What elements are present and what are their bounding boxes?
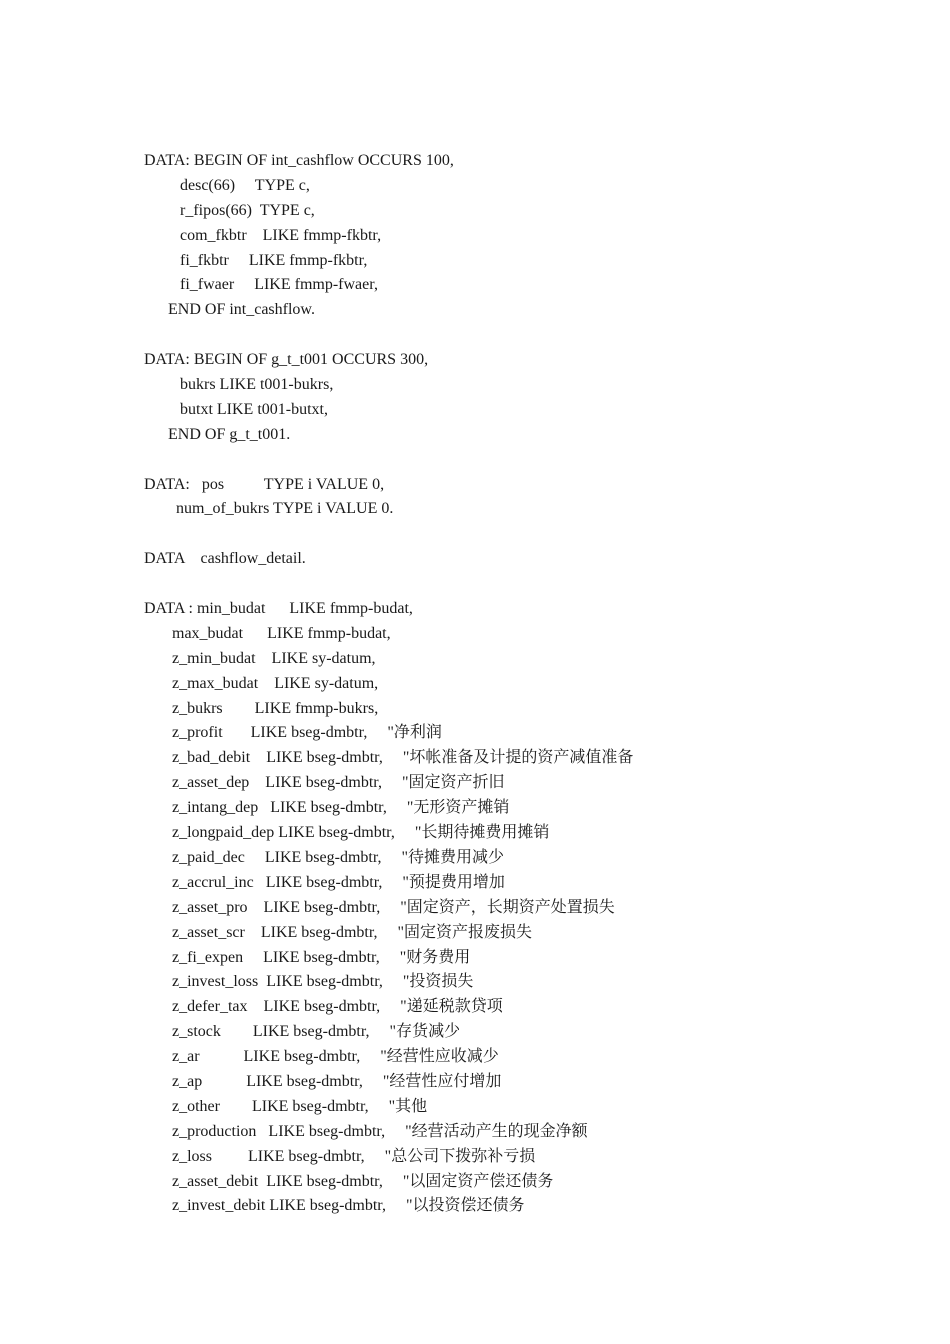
code-line: z_invest_debit LIKE bseg-dmbtr, "以投资偿还债务 (144, 1197, 525, 1215)
code-line: z_loss LIKE bseg-dmbtr, "总公司下拨弥补亏损 (144, 1147, 536, 1165)
code-line: z_asset_dep LIKE bseg-dmbtr, "固定资产折旧 (144, 774, 505, 792)
code-line: z_ap LIKE bseg-dmbtr, "经营性应付增加 (144, 1072, 502, 1090)
code-line: DATA: BEGIN OF int_cashflow OCCURS 100, (144, 152, 454, 169)
code-line: z_stock LIKE bseg-dmbtr, "存货减少 (144, 1023, 461, 1041)
code-line: z_asset_pro LIKE bseg-dmbtr, "固定资产，长期资产处置损失 (144, 898, 615, 916)
code-line: z_bad_debit LIKE bseg-dmbtr, "坏帐准备及计提的资产减值准备 (144, 749, 634, 767)
code-line: z_asset_debit LIKE bseg-dmbtr, "以固定资产偿还债务 (144, 1172, 554, 1190)
code-line (144, 522, 633, 547)
code-line: z_bukrs LIKE fmmp-bukrs, (144, 699, 379, 717)
code-line: z_accrul_inc LIKE bseg-dmbtr, "预提费用增加 (144, 873, 505, 891)
code-line: r_fipos(66) TYPE c, (144, 201, 315, 219)
code-line: fi_fwaer LIKE fmmp-fwaer, (144, 276, 378, 294)
code-line: z_ar LIKE bseg-dmbtr, "经营性应收减少 (144, 1048, 499, 1066)
code-line: max_budat LIKE fmmp-budat, (144, 624, 391, 642)
code-line (144, 572, 633, 597)
code-line: DATA cashflow_detail. (144, 550, 306, 568)
code-line: z_max_budat LIKE sy-datum, (144, 674, 379, 692)
code-line: butxt LIKE t001-butxt, (144, 400, 328, 418)
code-line: END OF g_t_t001. (144, 425, 291, 443)
code-line (144, 448, 633, 473)
code-line: END OF int_cashflow. (144, 301, 315, 319)
code-line: z_intang_dep LIKE bseg-dmbtr, "无形资产摊销 (144, 799, 510, 817)
code-line: z_production LIKE bseg-dmbtr, "经营活动产生的现金净额 (144, 1122, 588, 1140)
code-line (144, 323, 633, 348)
code-line: com_fkbtr LIKE fmmp-fkbtr, (144, 226, 382, 244)
code-block (144, 149, 633, 1219)
code-line: z_profit LIKE bseg-dmbtr, "净利润 (144, 724, 442, 742)
code-line: bukrs LIKE t001-bukrs, (144, 376, 334, 394)
code-line: z_longpaid_dep LIKE bseg-dmbtr, "长期待摊费用摊销 (144, 824, 550, 842)
code-line: DATA : min_budat LIKE fmmp-budat, (144, 600, 413, 618)
code-line: z_paid_dec LIKE bseg-dmbtr, "待摊费用减少 (144, 848, 505, 866)
code-line: z_defer_tax LIKE bseg-dmbtr, "递延税款贷项 (144, 998, 503, 1016)
code-line: z_asset_scr LIKE bseg-dmbtr, "固定资产报废损失 (144, 923, 533, 941)
code-line: DATA: pos TYPE i VALUE 0, (144, 475, 385, 493)
code-line: z_invest_loss LIKE bseg-dmbtr, "投资损失 (144, 973, 474, 991)
code-line: desc(66) TYPE c, (144, 176, 310, 194)
code-line: z_other LIKE bseg-dmbtr, "其他 (144, 1097, 428, 1115)
code-line: num_of_bukrs TYPE i VALUE 0. (144, 500, 394, 518)
code-line: fi_fkbtr LIKE fmmp-fkbtr, (144, 251, 368, 269)
code-line: z_min_budat LIKE sy-datum, (144, 649, 376, 667)
code-line: z_fi_expen LIKE bseg-dmbtr, "财务费用 (144, 948, 471, 966)
code-line: DATA: BEGIN OF g_t_t001 OCCURS 300, (144, 351, 429, 369)
